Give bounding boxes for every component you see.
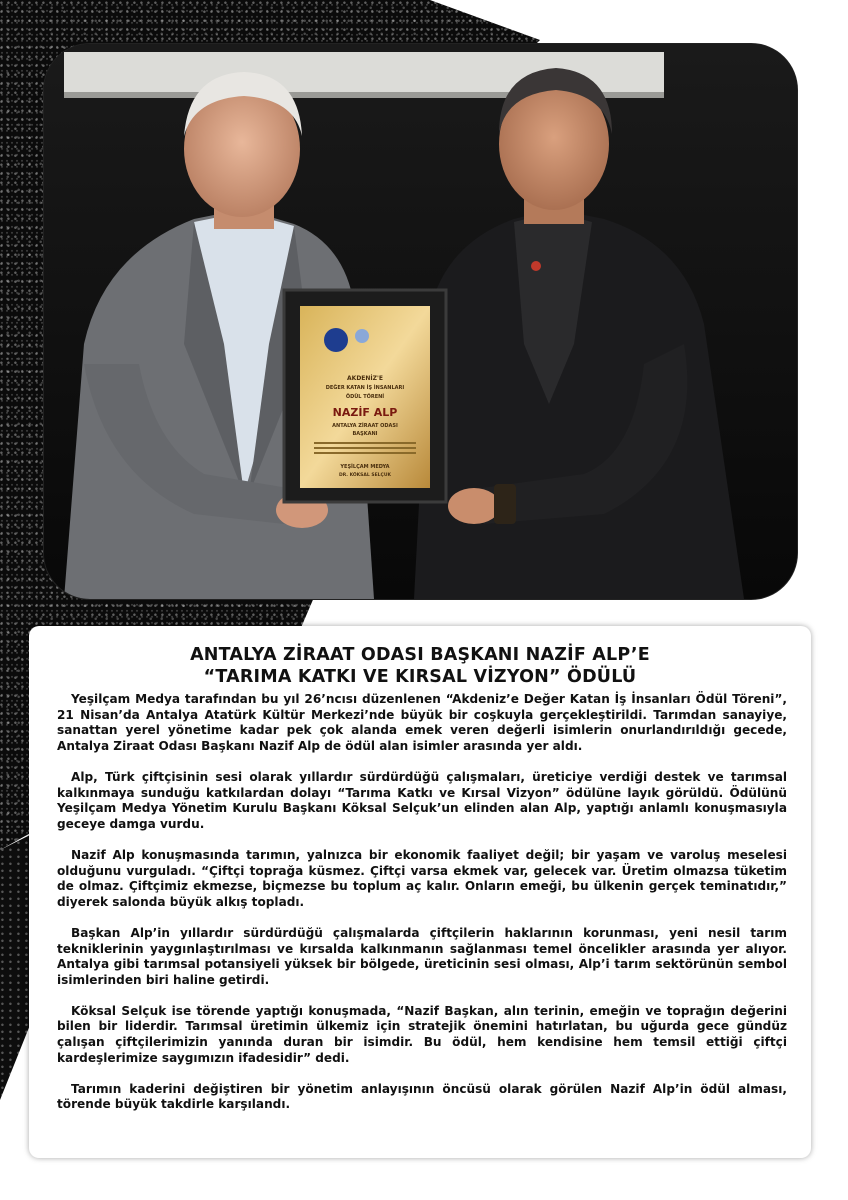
plaque-line-7: YEŞİLÇAM MEDYA [340,464,390,470]
article-paragraph-2: Alp, Türk çiftçisinin sesi olarak yıllardır sürdürdüğü çalışmaları, üreticiye verdiği destek ve tarımsal kalkınmaya sunduğu katkılardan dolayı “Tarıma Katkı ve Kırsal Vizyon” ödülüne layık görüldü. Ödülünü Yeşilçam Medya Yönetim Kurulu Başkanı Köksal Selçuk’un elinden alan Alp, yaptığı anlamlı konuşmasıyla geceye damga vurdu. [57,769,787,831]
plaque-name: NAZİF ALP [332,406,398,419]
award-photo [44,44,797,599]
article-paragraph-1: Yeşilçam Medya tarafından bu yıl 26’ncısı düzenlenen “Akdeniz’e Değer Katan İş İnsanları Ödül Töreni”, 21 Nisan’da Antalya Atatürk Kültür Merkezi’nde büyük bir coşkuyla gerçekleştirildi. Tarımdan sanayiye, sanattan yerel yönetime kadar pek çok alanda emek veren değerli isimlerin onurlandırıldığı gecede, Antalya Ziraat Odası Başkanı Nazif Alp de ödül alan isimler arasında yer aldı. [57,692,787,753]
article-body [57,692,787,1129]
article-paragraph-3: Nazif Alp konuşmasında tarımın, yalnızca bir ekonomik faaliyet değil; bir yaşam ve varoluş meselesi olduğunu vurguladı. “Çiftçi toprağa küsmez. Çiftçi varsa ekmek var, gelecek var. Üretim olmazsa tüketim de olmaz. Çiftçimiz ekmezse, biçmezse bu toplum aç kalır. Onların emeği, bu ülkenin gerçek teminatıdır,” diyerek salonda büyük alkış topladı. [57,847,787,909]
article-title [29,644,811,688]
plaque-line-2: DEĞER KATAN İŞ İNSANLARI [325,385,405,391]
award-photo-illustration [44,44,797,599]
article-title-line-2: “TARIMA KATKI VE KIRSAL VİZYON” ÖDÜLÜ [203,667,637,687]
article-card [29,626,811,1158]
article-paragraph-4: Başkan Alp’in yıllardır sürdürdüğü çalışmalarda çiftçilerin haklarının korunması, yeni nesil tarım tekniklerinin yaygınlaştırılması ve kırsalda kalkınmanın sağlanması temel öncelikler arasında yer alıyor. Antalya gibi tarımsal potansiyeli yüksek bir bölgede, üreticinin sesi olması, Alp’i tarım sektörünün sembol isimlerinden biri haline getirdi. [57,925,787,987]
article-title-line-1: ANTALYA ZİRAAT ODASI BAŞKANI NAZİF ALP’E [190,645,650,665]
plaque-line-1: AKDENİZ'E [347,375,383,382]
plaque-line-8: DR. KÖKSAL SELÇUK [339,473,391,478]
article-paragraph-6: Tarımın kaderini değiştiren bir yönetim anlayışının öncüsü olarak görülen Nazif Alp’in ödül alması, törende büyük takdirle karşılandı. [57,1081,787,1112]
plaque-line-6: BAŞKANI [352,431,378,437]
article-paragraph-5: Köksal Selçuk ise törende yaptığı konuşmada, “Nazif Başkan, alın terinin, emeğin ve toprağın değerini bilen bir liderdir. Tarımsal üretimin ülkemiz için stratejik önemini hatırlatan, bu uğurda gece gündüz çalışan çiftçilerimizin yanında duran bir isimdir. Bu ödül, hem kendisine hem temsil ettiği çiftçi kardeşlerimize saygımızın ifadesidir” dedi. [57,1003,787,1065]
plaque-line-3: ÖDÜL TÖRENİ [345,394,385,400]
plaque-line-5: ANTALYA ZİRAAT ODASI [332,423,398,429]
